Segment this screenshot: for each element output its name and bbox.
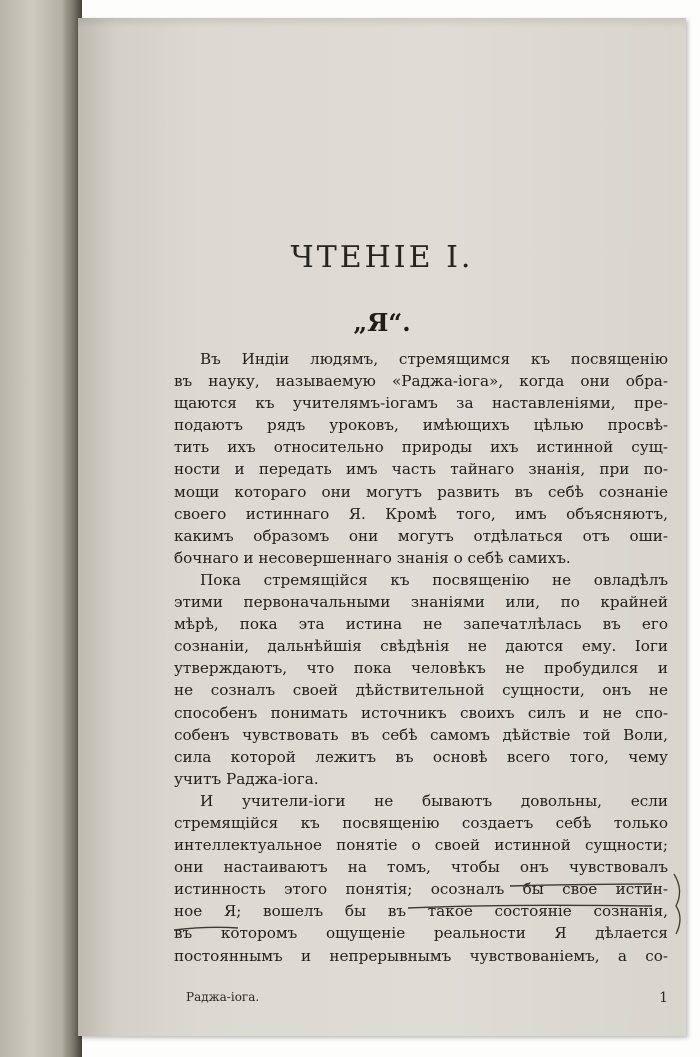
body-text xyxy=(174,348,668,967)
chapter-title: ЧТЕНІЕ I. xyxy=(290,240,474,275)
text-line: какимъ образомъ они могутъ отдѣлаться отъ оши- xyxy=(174,526,668,545)
text-line: тить ихъ относительно природы ихъ истинной сущ- xyxy=(174,438,668,457)
text-line: собенъ чувствовать въ себѣ самомъ дѣйствіе той Воли, xyxy=(174,725,668,744)
text-line: своего истиннаго Я. Кромѣ того, имъ объясняютъ, xyxy=(174,504,668,523)
text-line: мощи котораго они могутъ развить въ себѣ сознаніе xyxy=(174,482,668,501)
margin-bracket xyxy=(674,874,680,934)
text-line: не созналъ своей дѣйствительной сущности, онъ не xyxy=(174,681,668,700)
text-line: въ которомъ ощущеніе реальности Я дѣлается xyxy=(174,924,668,943)
footer-title: Раджа-іога. xyxy=(186,990,260,1004)
chapter-subtitle: „Я“. xyxy=(353,308,411,337)
text-line: утверждаютъ, что пока человѣкъ не пробудился и xyxy=(174,659,668,678)
text-line: сила которой лежитъ въ основѣ всего того, чему xyxy=(174,747,668,766)
page-number: 1 xyxy=(659,990,668,1006)
text-line: постояннымъ и непрерывнымъ чувствованіемъ, а со- xyxy=(174,946,668,965)
text-line underlined-line: ное Я; вошелъ бы въ такое состояніе сознанія, xyxy=(174,902,668,921)
text-line: Въ Индіи людямъ, стремящимся къ посвященію xyxy=(200,350,668,368)
book-page xyxy=(78,18,686,1036)
text-line: мѣрѣ, пока эта истина не запечатлѣлась въ его xyxy=(174,615,668,634)
text-line: щаются къ учителямъ-іогамъ за наставленіями, пре- xyxy=(174,394,668,413)
text-line underlined-line: истинность этого понятія; осозналъ бы свое истин- xyxy=(174,880,668,899)
text-line: подаютъ рядъ уроковъ, имѣющихъ цѣлью просвѣ- xyxy=(174,416,668,435)
text-line: въ науку, называемую «Раджа-іога», когда они обра- xyxy=(174,372,668,391)
text-line underlined-line: они настаиваютъ на томъ, чтобы онъ чувствовалъ xyxy=(174,858,668,877)
text-line: этими первоначальными знаніями или, по крайней xyxy=(174,593,668,612)
text-line: бочнаго и несовершеннаго знанія о себѣ самихъ. xyxy=(174,548,571,567)
text-line: сознаніи, дальнѣйшія свѣдѣнія не даются ему. Іоги xyxy=(174,637,668,656)
text-line: учитъ Раджа-іога. xyxy=(174,769,319,788)
text-line: стремящійся къ посвященію создаетъ себѣ только xyxy=(174,813,668,832)
page-top-shadow xyxy=(78,18,686,28)
text-line: ности и передать имъ часть тайнаго знанія, при по- xyxy=(174,460,668,479)
text-line: интеллектуальное понятіе о своей истинной сущности; xyxy=(174,836,668,855)
text-line: способенъ понимать источникъ своихъ силъ и не спо- xyxy=(174,703,668,722)
text-line: И учители-іоги не бываютъ довольны, если xyxy=(200,791,668,810)
text-line: Пока стремящійся къ посвященію не овладѣлъ xyxy=(200,570,668,589)
